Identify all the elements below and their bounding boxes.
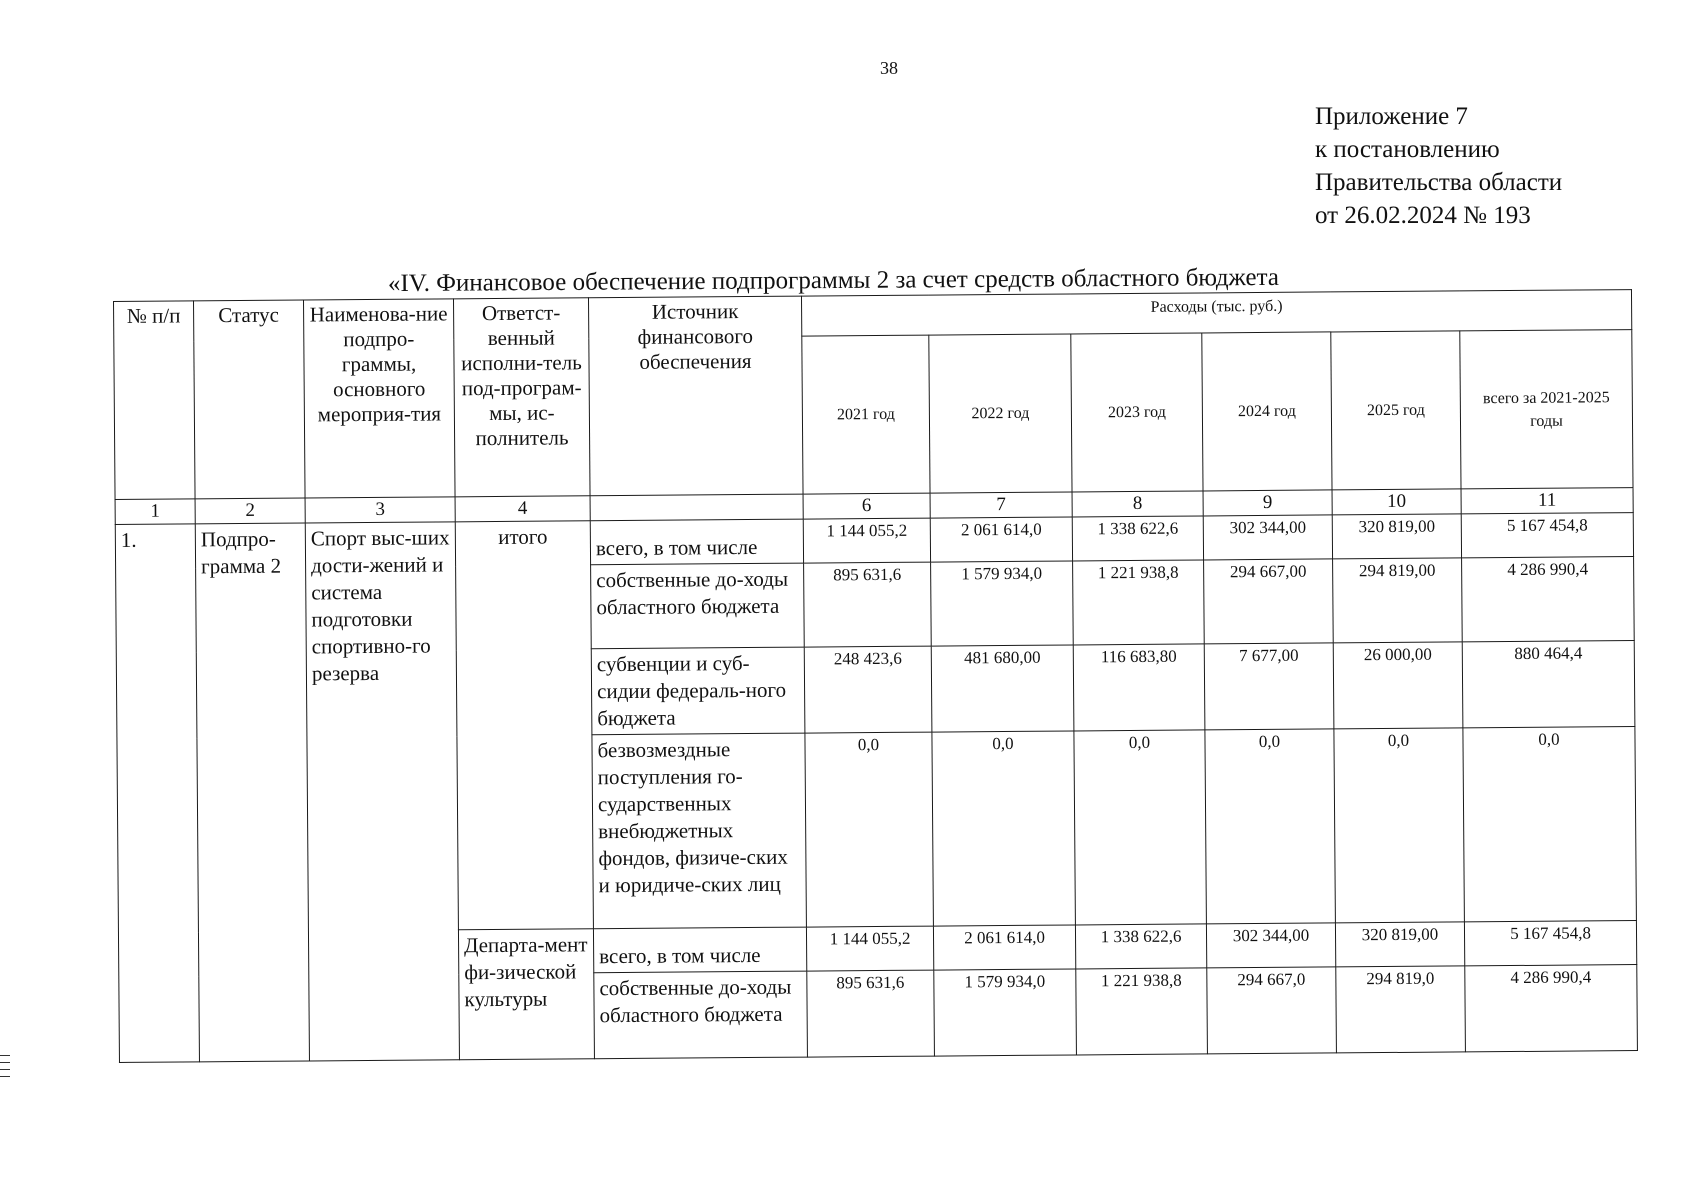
- column-number: 4: [455, 496, 590, 522]
- appendix-block: [1315, 100, 1562, 232]
- header-year-2021: 2021 год: [802, 335, 930, 494]
- source-cell: всего, в том числе: [590, 519, 803, 565]
- value-2023: 1 221 938,8: [1076, 968, 1208, 1055]
- header-name: Наименова-ние подпро-граммы, основного мероприя-тия: [303, 299, 455, 498]
- header-total: всего за 2021-2025 годы: [1460, 330, 1633, 489]
- status-cell: Подпро-грамма 2: [195, 523, 309, 1062]
- value-total: 4 286 990,4: [1462, 557, 1635, 642]
- column-number: [590, 494, 803, 521]
- executor-cell: Департа-мент фи-зической культуры: [458, 929, 594, 1060]
- header-status: Статус: [194, 300, 306, 499]
- value-2021: 1 144 055,2: [803, 518, 930, 563]
- budget-table: [113, 289, 1638, 1063]
- value-2021: 895 631,6: [807, 970, 935, 1057]
- table-wrapper: [113, 289, 1637, 1063]
- header-num: № п/п: [114, 301, 196, 500]
- value-2021: 1 144 055,2: [806, 926, 933, 971]
- appendix-line: Приложение 7: [1315, 103, 1468, 130]
- value-2025: 0,0: [1334, 728, 1465, 923]
- value-2022: 1 579 934,0: [934, 969, 1077, 1056]
- header-year-2025: 2025 год: [1331, 331, 1461, 490]
- value-2024: 294 667,0: [1207, 967, 1337, 1054]
- value-2023: 1 338 622,6: [1075, 924, 1206, 969]
- value-2024: 0,0: [1205, 729, 1336, 924]
- value-2023: 0,0: [1074, 730, 1207, 925]
- value-2025: 294 819,00: [1333, 558, 1463, 643]
- column-number: 2: [195, 498, 305, 524]
- header-year-2023: 2023 год: [1071, 333, 1203, 492]
- value-2022: 0,0: [932, 731, 1076, 926]
- source-cell: субвенции и суб-сидии федераль-ного бюджета: [591, 647, 805, 735]
- source-cell: собственные до-ходы областного бюджета: [591, 563, 805, 649]
- scan-margin-marks: [0, 1055, 10, 1083]
- page-number: 38: [880, 58, 898, 78]
- value-total: 5 167 454,8: [1461, 513, 1633, 558]
- value-total: 0,0: [1463, 727, 1637, 922]
- section-title: «IV. Финансовое обеспечение подпрограммы 2 за счет средств областного бюджета: [387, 263, 1279, 298]
- header-executor: Ответст-венный исполни-тель под-програм-мы, ис-полнитель: [453, 298, 590, 497]
- value-total: 880 464,4: [1462, 641, 1635, 728]
- value-total: 5 167 454,8: [1464, 921, 1636, 966]
- value-2022: 2 061 614,0: [930, 517, 1072, 562]
- executor-cell: итого: [455, 521, 593, 930]
- column-number: 8: [1072, 491, 1203, 517]
- header-year-2024: 2024 год: [1202, 332, 1332, 491]
- appendix-line: от 26.02.2024 № 193: [1315, 202, 1531, 229]
- header-year-2022: 2022 год: [929, 334, 1072, 493]
- value-total: 4 286 990,4: [1465, 965, 1638, 1052]
- value-2025: 294 819,0: [1336, 966, 1466, 1053]
- header-expenses: Расходы (тыс. руб.): [801, 290, 1631, 337]
- row-number-cell: 1.: [115, 524, 199, 1063]
- value-2024: 294 667,00: [1204, 559, 1334, 644]
- value-2022: 481 680,00: [931, 645, 1074, 732]
- column-number: 9: [1203, 490, 1332, 516]
- value-2021: 0,0: [805, 732, 934, 927]
- column-number: 10: [1332, 489, 1461, 515]
- subprogram-name-cell: Спорт выс-ших дости-жений и система подготовки спортивно-го резерва: [305, 522, 459, 1061]
- value-2024: 302 344,00: [1206, 923, 1335, 968]
- appendix-line: к постановлению: [1315, 136, 1500, 163]
- appendix-line: Правительства области: [1315, 169, 1563, 196]
- column-number: 11: [1461, 488, 1633, 514]
- column-number: 6: [803, 493, 930, 519]
- value-2025: 26 000,00: [1333, 642, 1463, 729]
- column-number: 3: [305, 497, 455, 523]
- value-2024: 302 344,00: [1203, 515, 1332, 560]
- value-2025: 320 819,00: [1332, 514, 1461, 559]
- value-2021: 248 423,6: [804, 646, 932, 733]
- value-2022: 1 579 934,0: [931, 561, 1074, 646]
- value-2024: 7 677,00: [1204, 643, 1334, 730]
- source-cell: всего, в том числе: [593, 927, 806, 973]
- header-source: Источник финансового обеспечения: [588, 296, 803, 496]
- source-cell: безвозмездные поступления го-сударственных внебюджетных фондов, физиче-ских и юридиче-ских лиц: [592, 733, 807, 929]
- value-2023: 116 683,80: [1073, 644, 1205, 731]
- value-2021: 895 631,6: [804, 562, 932, 647]
- value-2022: 2 061 614,0: [933, 925, 1075, 970]
- value-2023: 1 338 622,6: [1072, 516, 1203, 561]
- column-number: 1: [115, 499, 195, 525]
- source-cell: собственные до-ходы областного бюджета: [594, 971, 808, 1059]
- value-2023: 1 221 938,8: [1073, 560, 1205, 645]
- column-number: 7: [930, 492, 1072, 518]
- value-2025: 320 819,00: [1335, 922, 1464, 967]
